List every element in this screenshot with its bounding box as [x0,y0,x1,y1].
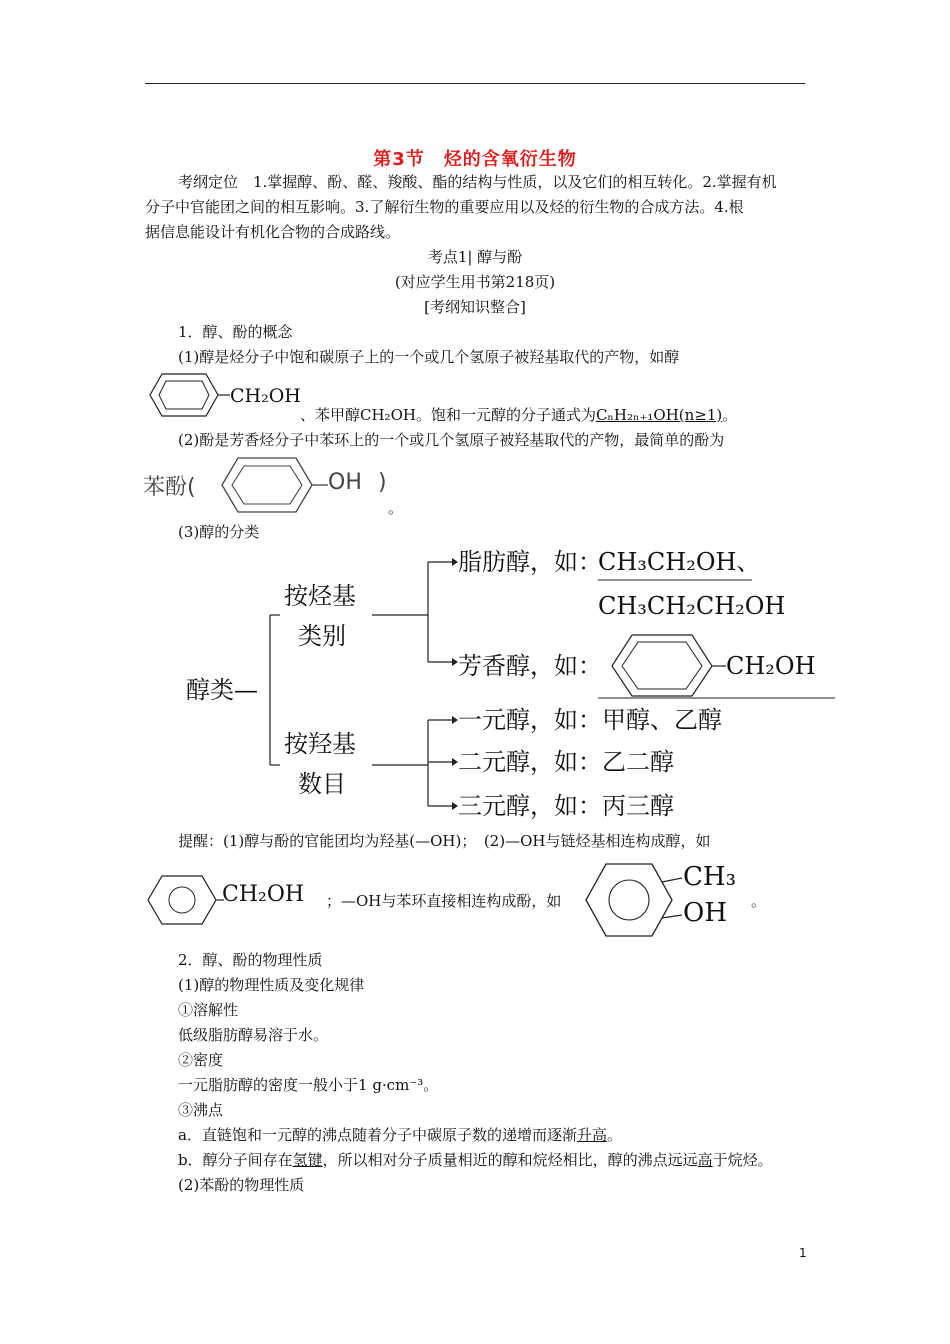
phenol-oh: OH [328,470,362,495]
boiling-b-answer2: 高 [697,1151,713,1169]
tip-mid-text: ；—OH与苯环直接相连构成酚，如 [326,892,562,910]
boiling-b-mid: ，所以相对分子质量相近的醇和烷烃相比，醇的沸点远远 [322,1151,698,1169]
leaf-aliphatic-example1: CH₃CH₂OH、 [598,548,761,576]
phenol-close-paren: ) [378,470,387,495]
benzene-ring-icon [148,372,230,418]
boiling-a-text: a．直链饱和一元醇的沸点随着分子中碳原子数的递增而逐渐 [178,1126,577,1144]
boiling-a-end: 。 [606,1126,622,1144]
tip-line1: 提醒：(1)醇与酚的官能团均为羟基(—OH)； (2)—OH与链烃基相连构成醇，如 [178,832,711,850]
tip-end: 。 [751,892,767,910]
alcohol-formula-end: 。 [722,406,738,424]
branch1-line2: 类别 [298,622,346,650]
leaf-aromatic: 芳香醇，如： [458,652,602,680]
density-text: 一元脂肪醇的密度一般小于1 g·cm⁻³。 [178,1076,439,1094]
header-rule [145,83,805,84]
phenol-name: 苯酚( [143,475,196,500]
cresol-oh: OH [683,898,727,928]
leaf-aromatic-example: CH₂OH [726,652,816,680]
boiling-b-answer1: 氢键 [292,1151,323,1169]
alcohol-formula-line [300,405,737,425]
density-heading: ②密度 [178,1051,224,1069]
phenol-ring-icon [218,455,328,515]
leaf-trihydric: 三元醇，如：丙三醇 [458,792,674,820]
solubility-text: 低级脂肪醇易溶于水。 [178,1026,329,1044]
concept-heading: 1．醇、酚的概念 [178,323,293,341]
boiling-b-text: b．醇分子间存在 [178,1151,293,1169]
physical-heading: 2．醇、酚的物理性质 [178,951,323,969]
leaf-dihydric: 二元醇，如：乙二醇 [458,748,674,776]
phenol-definition: (2)酚是芳香烃分子中苯环上的一个或几个氢原子被羟基取代的产物，最简单的酚为 [178,431,725,449]
cresol-ring-icon [582,860,682,940]
intro-line-3: 据信息能设计有机化合物的合成路线。 [145,223,401,241]
page-title: 第3节 烃的含氧衍生物 [373,149,577,170]
boiling-a-answer: 升高 [576,1126,607,1144]
phenol-physical-heading: (2)苯酚的物理性质 [178,1176,305,1194]
leaf-aliphatic: 脂肪醇，如： [458,548,602,576]
intro-line-2: 分子中官能团之间的相互影响。3.了解衍生物的重要应用以及烃的衍生物的合成方法。4.根 [145,198,744,216]
tip-benzyl-alcohol-label: CH₂OH [222,882,305,907]
alcohol-definition: (1)醇是烃分子中饱和碳原子上的一个或几个氢原子被羟基取代的产物，如醇 [178,348,680,366]
section-tag: [考纲知识整合] [424,298,526,316]
section-ref: (对应学生用书第218页) [394,273,556,291]
leaf-aliphatic-example2: CH₃CH₂CH₂OH [598,592,786,620]
diagram-root: 醇类— [186,676,258,704]
branch2-line1: 按羟基 [284,730,356,758]
alcohol-general-formula: CₙH₂ₙ₊₁OH(n≥1) [595,406,723,424]
solubility-heading: ①溶解性 [178,1001,239,1019]
benzyl-alcohol-label: CH₂OH [230,385,301,407]
boiling-b-end: 于烷烃。 [712,1151,773,1169]
intro-line-1: 考纲定位 1.掌握醇、酚、醛、羧酸、酯的结构与性质，以及它们的相互转化。2.掌握有机 [178,173,777,191]
alcohol-formula-text: 、苯甲醇CH₂OH。饱和一元醇的分子通式为 [300,406,596,424]
branch1-line1: 按烃基 [284,582,356,610]
leaf-monohydric: 一元醇，如：甲醇、乙醇 [458,706,722,734]
phenol-end: 。 [388,499,404,517]
classification-diagram [0,540,950,830]
classification-heading: (3)醇的分类 [178,523,260,541]
page-number: 1 [799,1246,807,1260]
boiling-heading: ③沸点 [178,1101,224,1119]
section-heading: 考点1| 醇与酚 [427,248,523,266]
cresol-ch3: CH₃ [683,862,736,892]
branch2-line2: 数目 [298,770,346,798]
boiling-b [178,1150,773,1170]
benzene-ring-icon-2 [146,872,224,928]
alcohol-physical-heading: (1)醇的物理性质及变化规律 [178,976,365,994]
boiling-a [178,1125,622,1145]
